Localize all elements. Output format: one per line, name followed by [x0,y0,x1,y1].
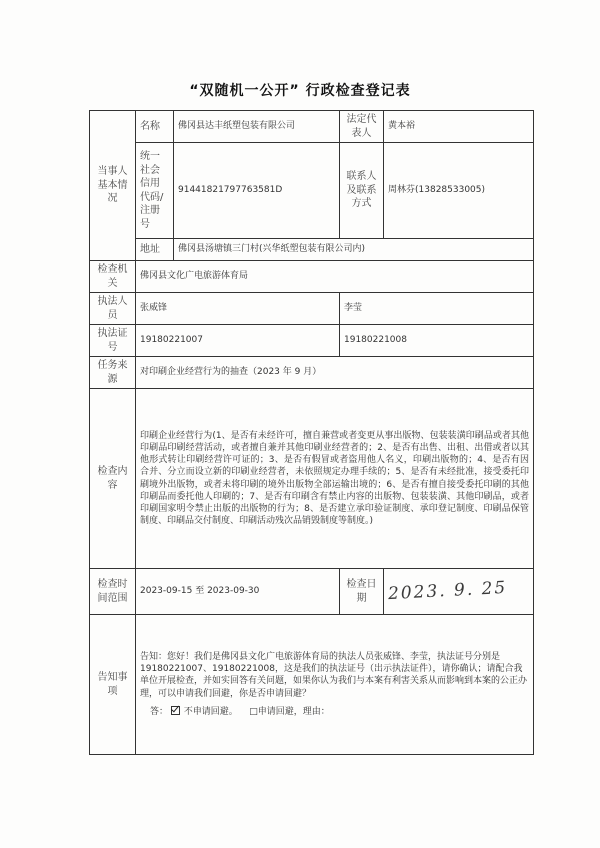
address-label: 地址 [136,239,174,261]
handwritten-inspection-date: 2023. 9. 25 [387,577,508,605]
name-value: 佛冈县达丰纸塑包装有限公司 [174,111,340,143]
recusal-option-label: □申请回避，理由： [249,706,330,717]
inspection-period [136,569,340,615]
name-label: 名称 [136,111,174,143]
inspection-form-table [89,110,534,755]
no-recusal-checkbox[interactable] [171,706,180,715]
task-source-value: 对印刷企业经营行为的抽查（2023 年 9 月） [136,357,534,389]
credit-code-value: 91441821797763581D [174,143,340,239]
address-value: 佛冈县汤塘镇三门村(兴华纸塑包装有限公司内) [174,239,534,261]
inspection-content-value: 印刷企业经营行为(1、是否有未经许可，擅自兼营或者变更从事出版物、包装装潢印刷品或者其他印刷品印刷经营活动，或者擅自兼并其他印刷业经营者的；2、是否有出售、出租、出借或者以其他形式转让印刷经营许可证的；3、是否有假冒或者盗用他人名义，印刷出版物的；4、是否有因合并、分立而设立新的印刷业经营者，未依照规定办理手续的；5、是否有未经批准，接受委托印刷境外出版物，或者未将印刷的境外出版物全部运输出境的；6、是否有擅自接受委托印刷的其他印刷品而委托他人印刷的；7、是否有印刷含有禁止内容的出版物、包装装潢、其他印刷品，或者印刷国家明令禁止出版的出版物的行为；8、是否建立承印验证制度、承印登记制度、印刷品保管制度、印刷品交付制度、印刷活动残次品销毁制度等制度。) [136,389,534,569]
officers-label: 执法人员 [90,293,136,325]
inspection-date-label: 检查日期 [340,569,384,615]
legal-rep-value: 黄本裕 [384,111,534,143]
contact-label: 联系人及联系方式 [340,143,384,239]
legal-rep-label: 法定代表人 [340,111,384,143]
answer-prefix: 答： [150,706,169,717]
notice-text: 告知：您好！我们是佛冈县文化广电旅游体育局的执法人员张威锋、李莹，执法证号分别是 19180221007、19180221008，这是我们的执法证号（出示执法证件），请你确认；请配合我单位开展检查，并如实回答有关问题，如果你认为我们与本案有利害关系从而影响到本案的公正办理，可以申请我们回避，你是否申请回避？ [140,652,528,699]
inspection-date-cell [384,569,534,615]
recusal-answer [140,706,529,718]
party-info-header: 当事人基本情况 [90,111,136,261]
certificate-2-value: 19180221008 [340,325,534,357]
officer-1-value: 张威锋 [136,293,340,325]
authority-label: 检查机关 [90,261,136,293]
contact-value: 周林芬(13828533005) [384,143,534,239]
no-recusal-label: 不申请回避。 [183,706,238,717]
credit-code-label: 统一社会信用代码/注册号 [136,143,174,239]
inspection-time-label: 检查时间范围 [90,569,136,615]
authority-value: 佛冈县文化广电旅游体育局 [136,261,534,293]
officer-2-value: 李莹 [340,293,534,325]
period-separator: 至 [195,586,205,597]
certificate-1-value: 19180221007 [136,325,340,357]
inspection-content-label: 检查内容 [90,389,136,569]
period-start: 2023-09-15 [140,586,193,597]
notice-cell [136,615,534,755]
period-end: 2023-09-30 [207,586,260,597]
page-title: “双随机一公开” 行政检查登记表 [189,83,411,99]
notice-label: 告知事项 [90,615,136,755]
certificates-label: 执法证号 [90,325,136,357]
task-source-label: 任务来源 [90,357,136,389]
